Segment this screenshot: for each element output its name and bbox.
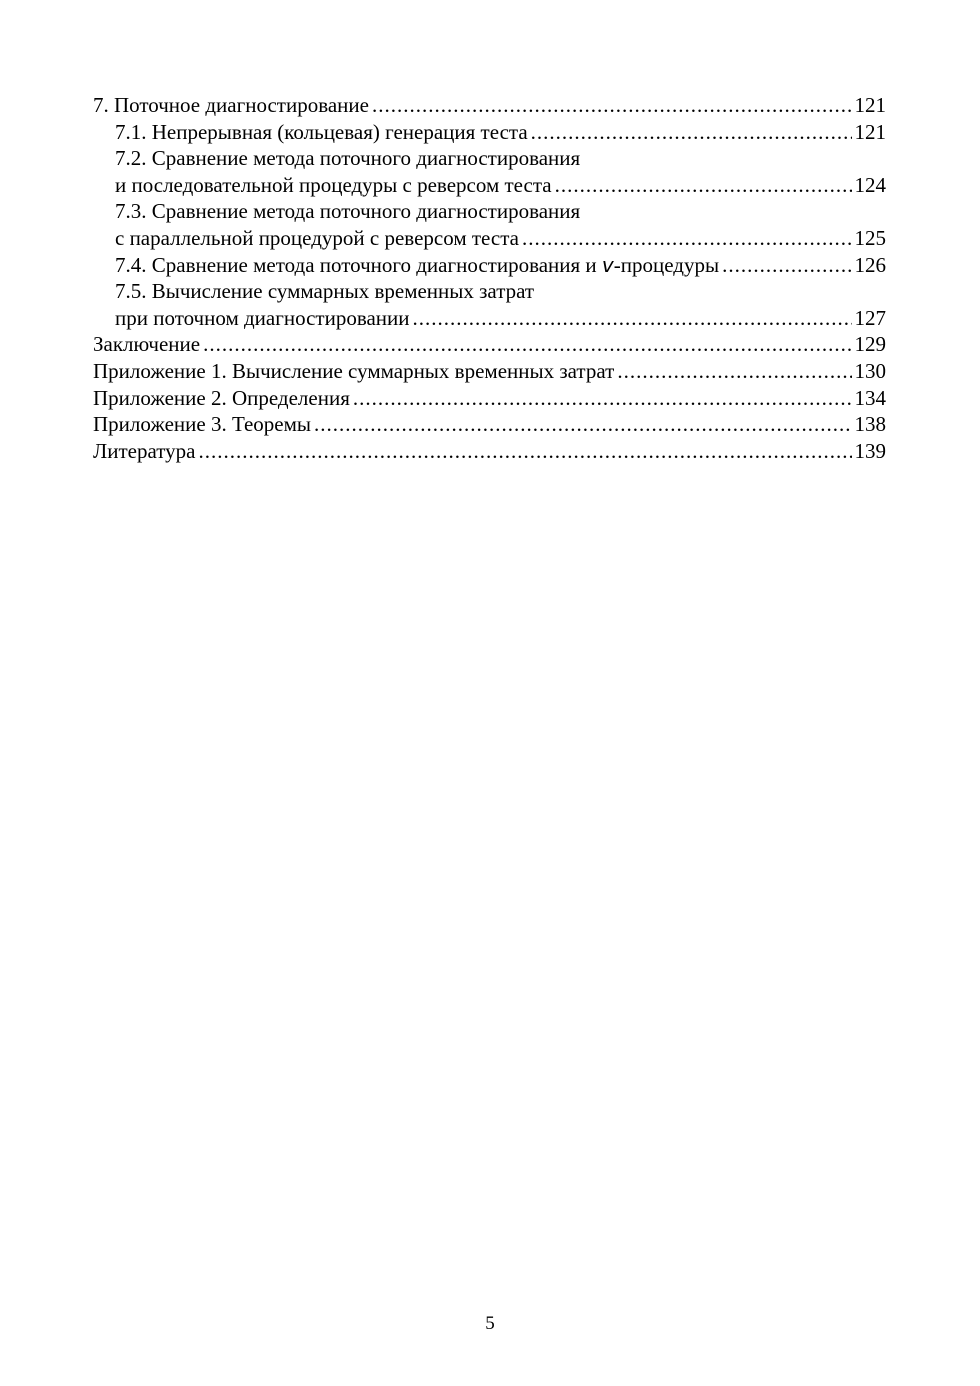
leader-dots xyxy=(555,172,852,199)
toc-page-number: 121 xyxy=(854,119,886,144)
leader-dots xyxy=(413,305,852,332)
toc-entry-conclusion[interactable] xyxy=(93,331,886,358)
toc-entry-7-5[interactable] xyxy=(93,278,886,331)
toc-page-number: 124 xyxy=(854,172,886,197)
toc-entry-title: Приложение 1. Вычисление суммарных временных затрат xyxy=(93,358,615,383)
toc-page-number: 126 xyxy=(854,252,886,277)
toc-entry-references[interactable] xyxy=(93,438,886,465)
math-symbol: v xyxy=(601,252,614,277)
leader-dots xyxy=(372,92,852,119)
toc-entry-appendix-2[interactable] xyxy=(93,385,886,412)
toc-entry-title: Заключение xyxy=(93,332,201,357)
toc-entry-title-continuation: и последовательной процедуры с реверсом теста xyxy=(115,172,552,197)
toc-entry-7-4[interactable] xyxy=(93,252,886,279)
toc-page-number: 129 xyxy=(854,332,886,357)
toc-entry-title: Приложение 3. Теоремы xyxy=(93,412,312,437)
leader-dots xyxy=(722,252,851,279)
toc-entry-title: Приложение 2. Определения xyxy=(93,385,350,410)
toc-page-number: 138 xyxy=(854,412,886,437)
toc-entry-title-continuation: с параллельной процедурой с реверсом теста xyxy=(115,225,519,250)
leader-dots xyxy=(314,411,851,438)
toc-entry-title: 7.1. Непрерывная (кольцевая) генерация теста xyxy=(115,119,528,144)
leader-dots xyxy=(198,438,851,465)
toc-page-number: 130 xyxy=(854,358,886,383)
toc-page-number: 121 xyxy=(854,93,886,117)
toc-entry-title xyxy=(115,252,719,279)
page-number: 5 xyxy=(485,1313,495,1334)
toc-entry-appendix-3[interactable] xyxy=(93,411,886,438)
toc-entry-7-3[interactable] xyxy=(93,198,886,251)
toc-page-number: 134 xyxy=(854,385,886,410)
toc-entry-title: 7.5. Вычисление суммарных временных затрат xyxy=(115,279,535,304)
toc-entry-title-part: -процедуры xyxy=(613,252,720,277)
toc-entry-title: 7. Поточное диагностирование xyxy=(93,93,369,117)
toc-page-number: 127 xyxy=(854,305,886,330)
toc-entry-7[interactable] xyxy=(93,92,886,119)
toc-entry-title: 7.3. Сравнение метода поточного диагностирования xyxy=(115,199,581,224)
toc-page-number: 139 xyxy=(854,438,886,463)
toc-entry-title-continuation: при поточном диагностировании xyxy=(115,305,410,330)
toc-entry-title: 7.2. Сравнение метода поточного диагностирования xyxy=(115,146,581,171)
toc-page-number: 125 xyxy=(854,225,886,250)
toc-entry-appendix-1[interactable] xyxy=(93,358,886,385)
leader-dots xyxy=(531,119,852,146)
leader-dots xyxy=(617,358,851,385)
leader-dots xyxy=(522,225,852,252)
leader-dots xyxy=(203,331,851,358)
toc-entry-7-2[interactable] xyxy=(93,145,886,198)
toc-entry-7-1[interactable] xyxy=(93,119,886,146)
toc-entry-title: Литература xyxy=(93,438,196,463)
toc-entry-title-part: 7.4. Сравнение метода поточного диагностирования и xyxy=(115,252,602,277)
leader-dots xyxy=(353,385,852,412)
table-of-contents xyxy=(93,92,886,464)
